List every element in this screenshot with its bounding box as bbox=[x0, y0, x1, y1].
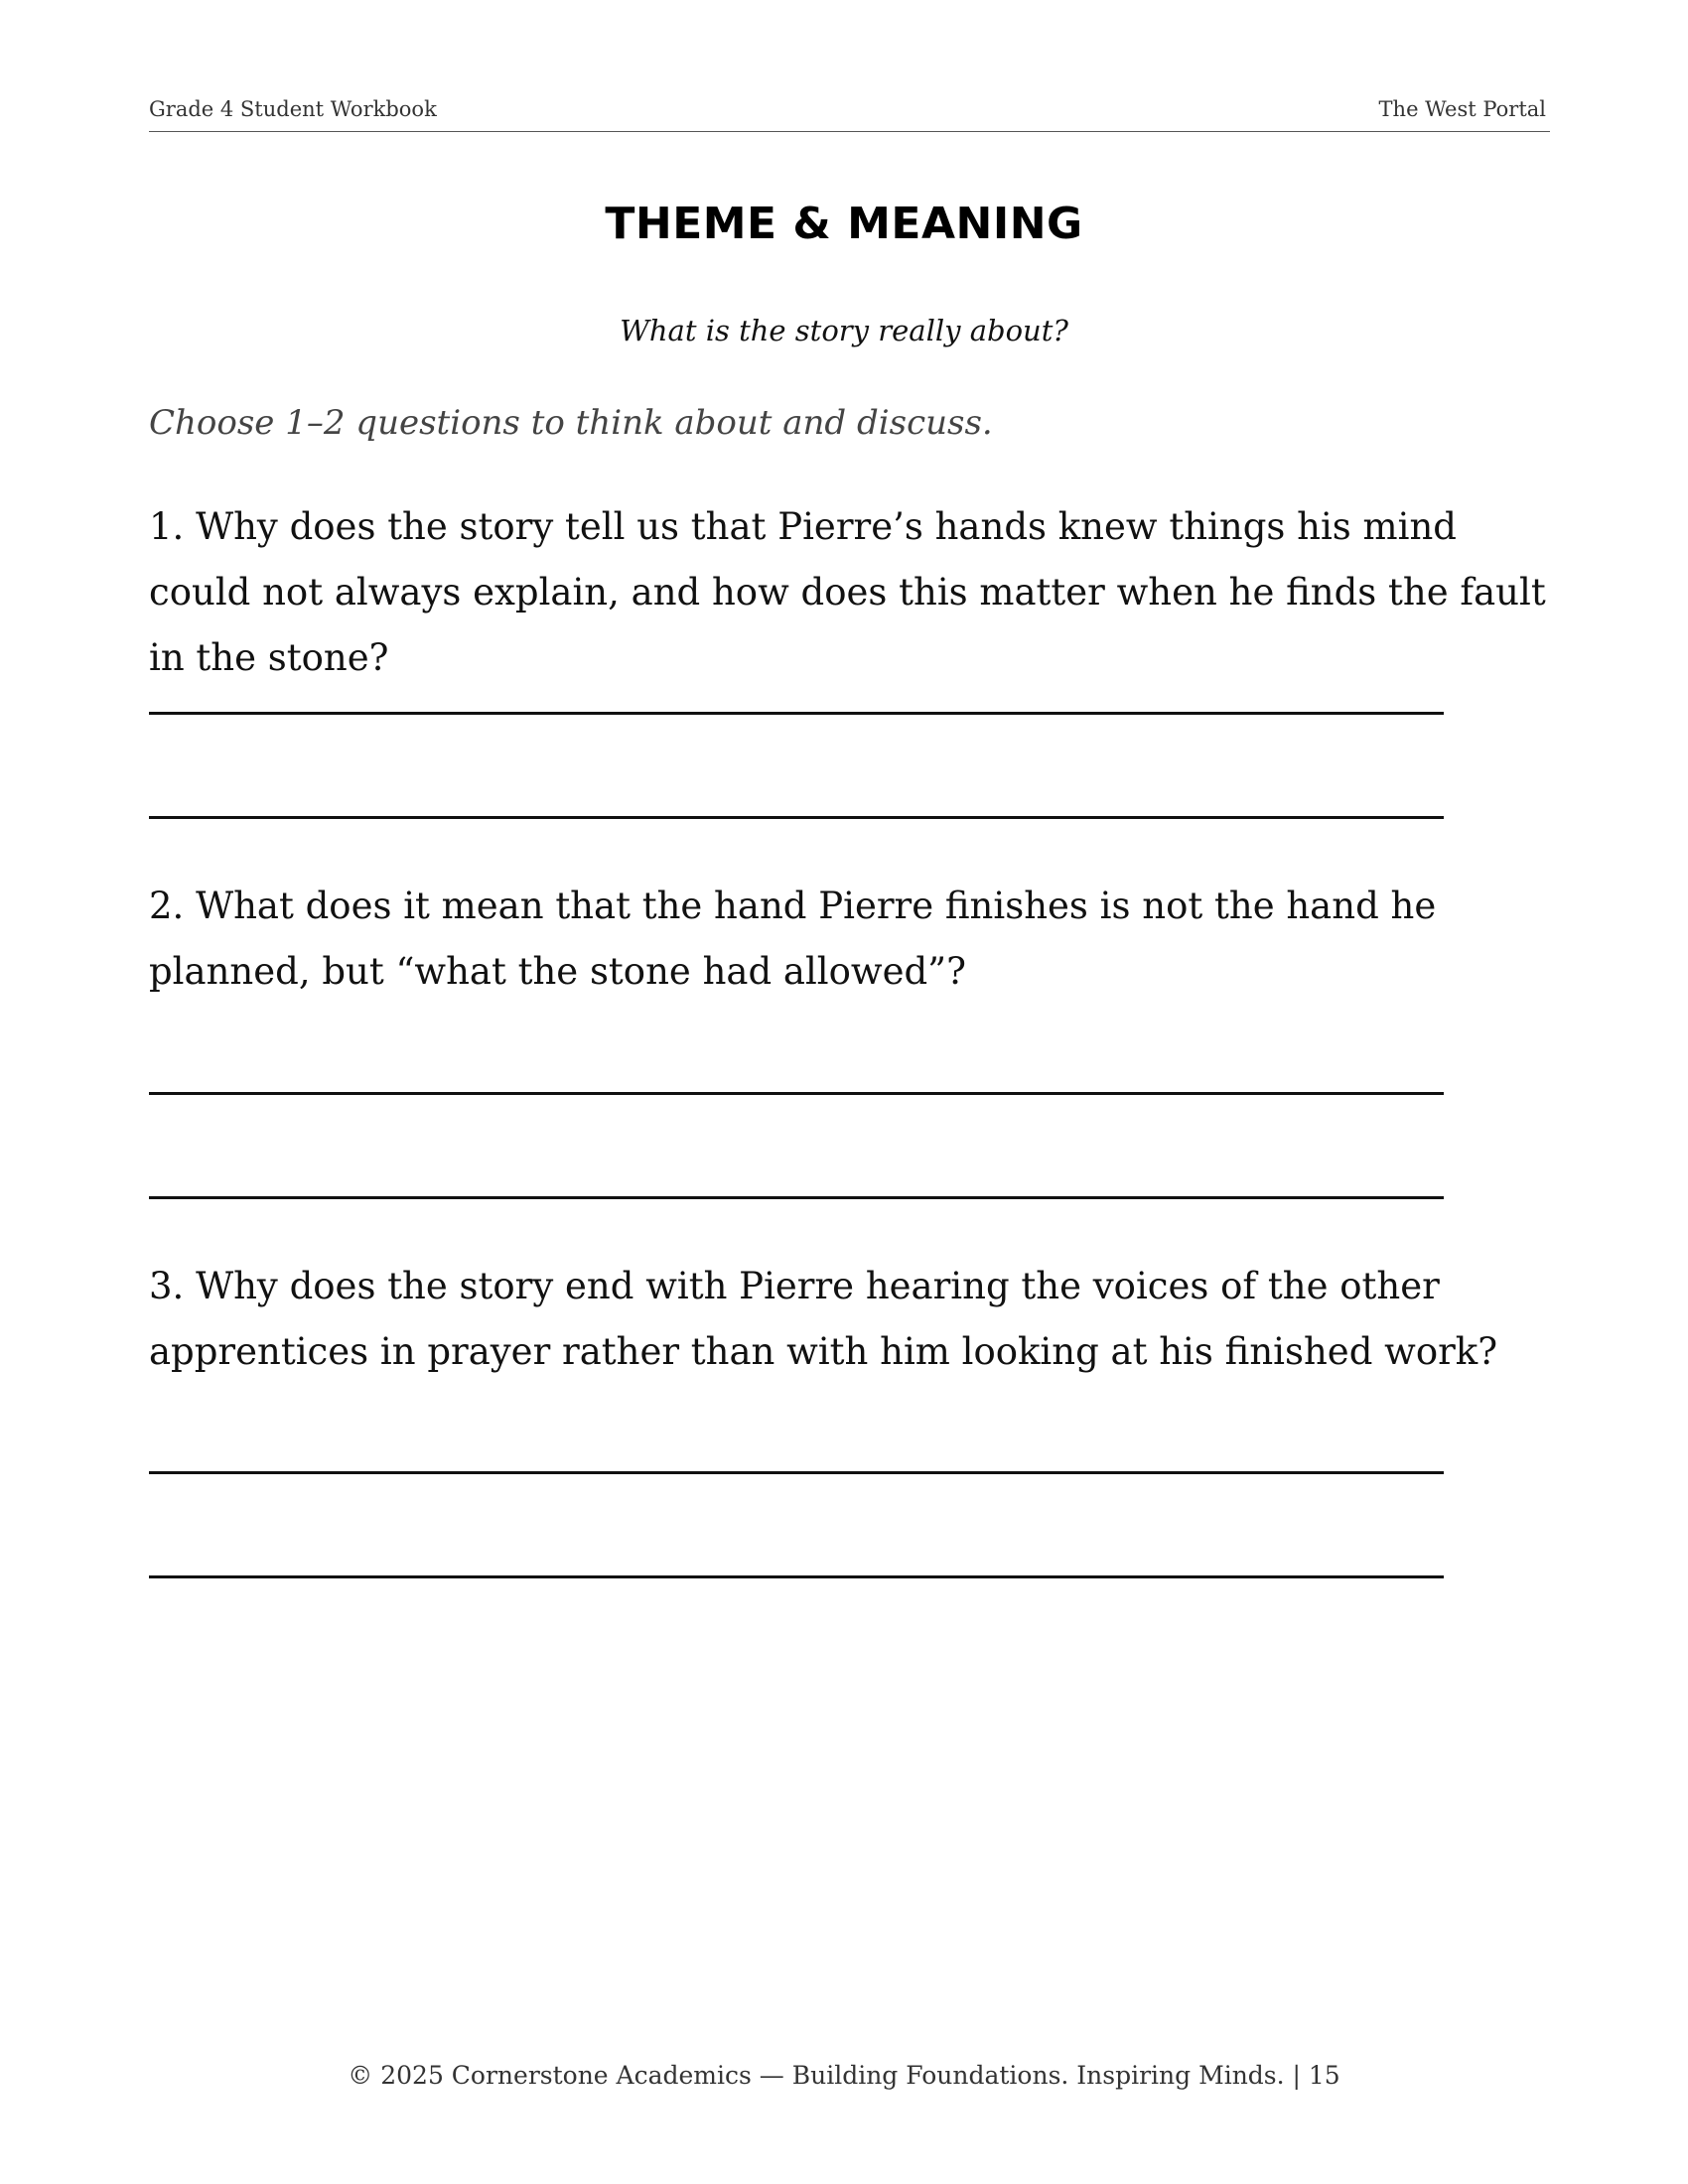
answer-line[interactable] bbox=[149, 712, 1444, 715]
instruction-text: Choose 1–2 questions to think about and discuss. bbox=[149, 403, 993, 443]
question-1: 1. Why does the story tell us that Pierre’s hands knew things his mind could not always explain, and how does this matter when he finds the fault in the stone? bbox=[149, 505, 1546, 679]
answer-line[interactable] bbox=[149, 816, 1444, 819]
header-workbook-title: Grade 4 Student Workbook bbox=[149, 97, 437, 121]
question-3: 3. Why does the story end with Pierre hearing the voices of the other apprentices in prayer rather than with him looking at his finished work? bbox=[149, 1265, 1498, 1373]
page-footer: © 2025 Cornerstone Academics — Building Foundations. Inspiring Minds. | 15 bbox=[348, 2061, 1340, 2090]
answer-line[interactable] bbox=[149, 1471, 1444, 1474]
answer-line[interactable] bbox=[149, 1196, 1444, 1199]
page-header bbox=[149, 97, 1550, 132]
answer-line[interactable] bbox=[149, 1092, 1444, 1095]
answer-line[interactable] bbox=[149, 1575, 1444, 1578]
header-section-title: The West Portal bbox=[1378, 97, 1546, 121]
question-2: 2. What does it mean that the hand Pierre finishes is not the hand he planned, but “what the stone had allowed”? bbox=[149, 885, 1437, 993]
page-title: THEME & MEANING bbox=[605, 199, 1083, 249]
page-subtitle: What is the story really about? bbox=[620, 314, 1068, 347]
